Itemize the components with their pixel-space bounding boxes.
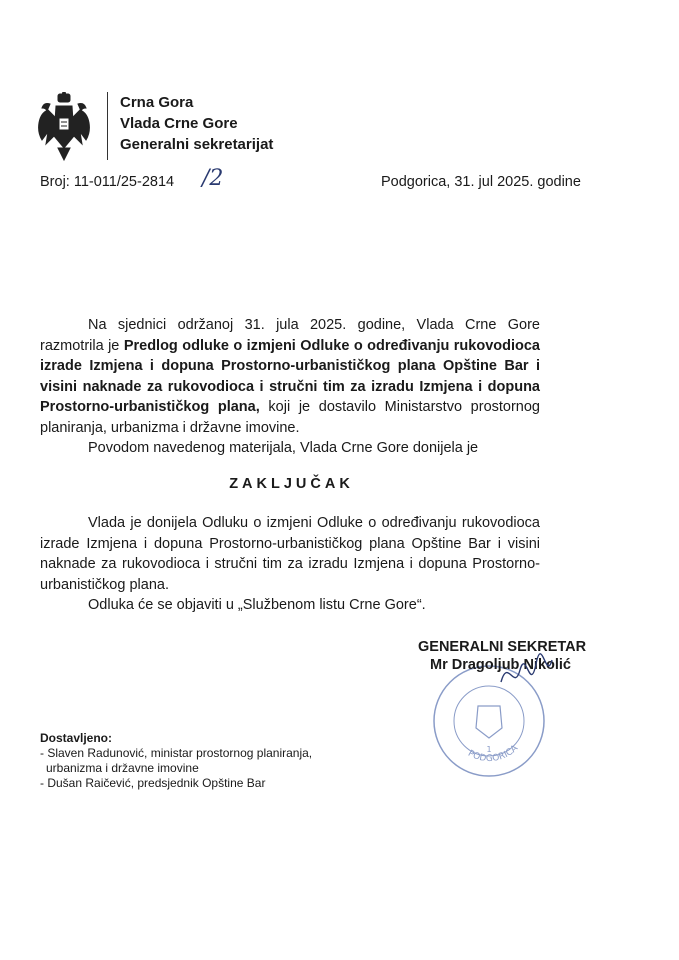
signatory-title: GENERALNI SEKRETAR (418, 639, 587, 655)
conclusion-title: ZAKLJUČAK (229, 476, 354, 492)
handwritten-signature-icon (496, 652, 556, 702)
reference-number: Broj: 11-011/25-2814 (40, 174, 175, 190)
povodom-line: Povodom navedenog materijala, Vlada Crne Gore donijela je (88, 440, 479, 456)
delivered-list (40, 746, 312, 791)
signatory-name: Mr Dragoljub Nikolić (430, 657, 571, 673)
stamp-number: 1 (486, 745, 492, 754)
stamp-city: PODGORICA (466, 743, 521, 765)
handwritten-suffix: /2 (202, 166, 224, 191)
list-item: - Slaven Radunović, ministar prostornog planiranja, (40, 746, 313, 760)
publish-line: Odluka će se objaviti u „Službenom listu Crne Gore“. (88, 597, 426, 613)
coat-of-arms-icon (36, 92, 92, 162)
conclusion-paragraph (40, 513, 540, 616)
conclusion-text: Vlada je donijela Odluku o izmjeni Odluke o određivanju rukovodioca izrade Izmjena i dopuna Prostorno-urbanističkog plana Opštine Bar i visini naknade za rukovodioca i stručni tim za izradu Izmjena i dopuna Prostorno-urbanističkog plana. (40, 515, 540, 593)
header-divider (107, 92, 108, 160)
intro-text-1: Na sjednici održanoj 31. jula 2025. godine, Vlada Crne Gore razmotrila je (40, 317, 540, 354)
intro-paragraph (40, 315, 540, 459)
list-item: - Dušan Raičević, predsjednik Opštine Bar (40, 776, 266, 790)
delivered-label: Dostavljeno: (40, 731, 113, 745)
header-government: Vlada Crne Gore (120, 115, 238, 132)
header-secretariat: Generalni sekretarijat (120, 136, 274, 153)
list-item: urbanizma i državne imovine (46, 761, 199, 775)
intro-bold-title: Predlog odluke o izmjeni Odluke o određivanju rukovodioca izrade Izmjena i dopuna Prostorno-urbanističkog plana Opštine Bar i visini naknade za rukovodioca i stručni tim za izradu Izmjena i dopuna Prostorno-urbanističkog plana, (40, 337, 540, 415)
header-country: Crna Gora (120, 94, 194, 111)
svg-text:PODGORICA (466, 743, 521, 764)
document-date: Podgorica, 31. jul 2025. godine (381, 174, 581, 190)
intro-text-2: koji je dostavilo Ministarstvo prostornog planiranja, urbanizma i državne imovine. (40, 399, 540, 436)
